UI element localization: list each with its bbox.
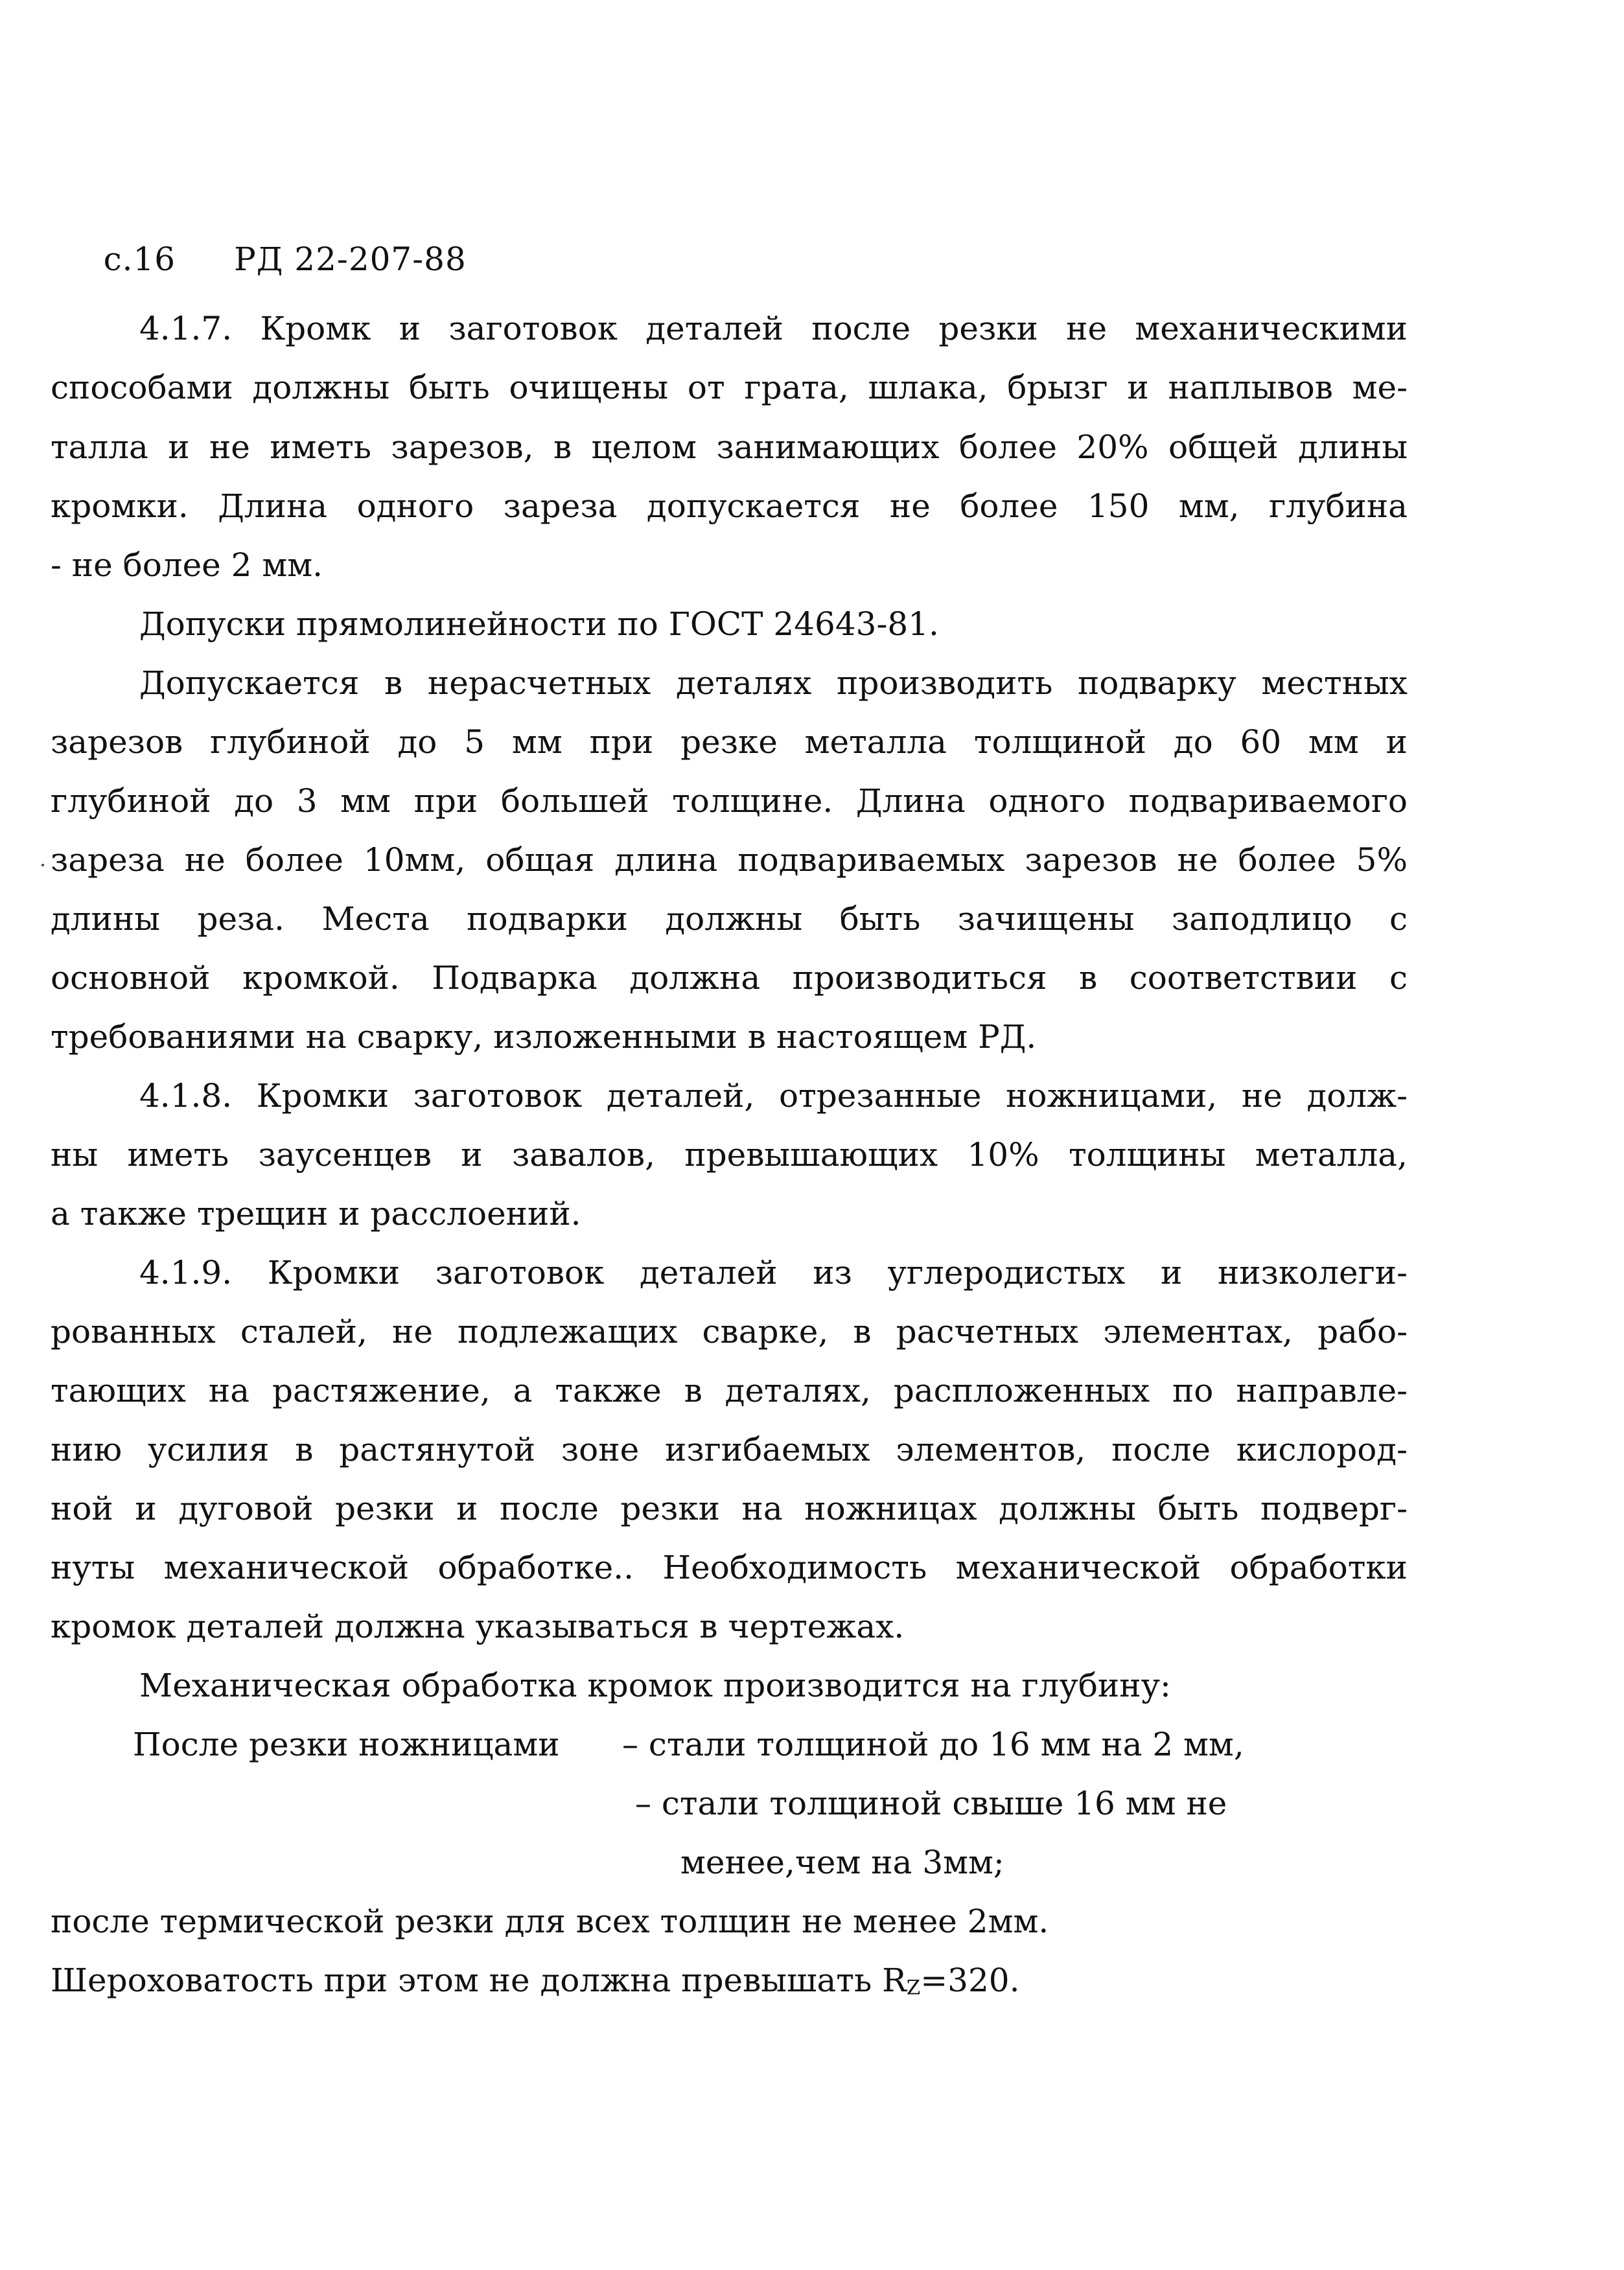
paragraph-line: рованных сталей, не подлежащих сварке, в расчетных элементах, рабо-: [51, 1313, 1408, 1350]
paragraph-line: ны иметь заусенцев и завалов, превышающих 10% толщины металла,: [51, 1136, 1408, 1174]
list-label: После резки ножницами: [133, 1726, 560, 1763]
paragraph-line: зарезов глубиной до 5 мм при резке металла толщиной до 60 мм и: [51, 723, 1408, 761]
paragraph-line: глубиной до 3 мм при большей толщине. Длина одного подвариваемого: [51, 782, 1408, 820]
paragraph-line: нию усилия в растянутой зоне изгибаемых элементов, после кислород-: [51, 1431, 1408, 1468]
paragraph-line: основной кромкой. Подварка должна производиться в соответствии с: [51, 959, 1408, 997]
list-item-continuation: менее,чем на 3мм;: [680, 1844, 1004, 1881]
paragraph-line: тающих на растяжение, а также в деталях, распложенных по направле-: [51, 1372, 1408, 1409]
paragraph-line: 4.1.7. Кромк и заготовок деталей после резки не механическими: [139, 310, 1408, 347]
page-number: с.16: [103, 240, 176, 278]
roughness-text: Шероховатость при этом не должна превышать R: [51, 1962, 907, 1999]
roughness-line: [51, 1951, 1408, 2009]
paragraph-line: 4.1.9. Кромки заготовок деталей из углеродистых и низколеги-: [139, 1254, 1408, 1291]
paragraph-line: кромок деталей должна указываться в чертежах.: [51, 1608, 905, 1645]
paragraph-line: способами должны быть очищены от грата, шлака, брызг и наплывов ме-: [51, 369, 1408, 406]
list-item: – стали толщиной до 16 мм на 2 мм,: [622, 1726, 1244, 1763]
paragraph-line: талла и не иметь зарезов, в целом занимающих более 20% общей длины: [51, 428, 1408, 466]
paragraph-line: Допускается в нерасчетных деталях производить подварку местных: [139, 664, 1408, 702]
paragraph-line: требованиями на сварку, изложенными в настоящем РД.: [51, 1018, 1037, 1056]
document-code: РД 22-207-88: [234, 240, 467, 278]
paragraph-line: Механическая обработка кромок производится на глубину:: [139, 1667, 1171, 1704]
scan-speck: [41, 864, 44, 866]
paragraph-line: 4.1.8. Кромки заготовок деталей, отрезанные ножницами, не долж-: [139, 1077, 1408, 1115]
roughness-subscript: Z: [906, 1976, 921, 2000]
paragraph-line: длины реза. Места подварки должны быть зачищены заподлицо с: [51, 900, 1408, 938]
paragraph-line: кромки. Длина одного зареза допускается не более 150 мм, глубина: [51, 487, 1408, 525]
paragraph-line: после термической резки для всех толщин не менее 2мм.: [51, 1903, 1049, 1940]
roughness-value: =320.: [920, 1962, 1020, 1999]
list-item: – стали толщиной свыше 16 мм не: [635, 1785, 1227, 1822]
paragraph-line: ной и дуговой резки и после резки на ножницах должны быть подверг-: [51, 1490, 1408, 1527]
paragraph-line: нуты механической обработке.. Необходимость механической обработки: [51, 1549, 1408, 1586]
paragraph-line: Допуски прямолинейности по ГОСТ 24643-81.: [139, 605, 939, 643]
paragraph-line: а также трещин и расслоений.: [51, 1195, 581, 1233]
paragraph-line: зареза не более 10мм, общая длина подвариваемых зарезов не более 5%: [51, 841, 1408, 879]
paragraph-line: - не более 2 мм.: [51, 546, 323, 584]
